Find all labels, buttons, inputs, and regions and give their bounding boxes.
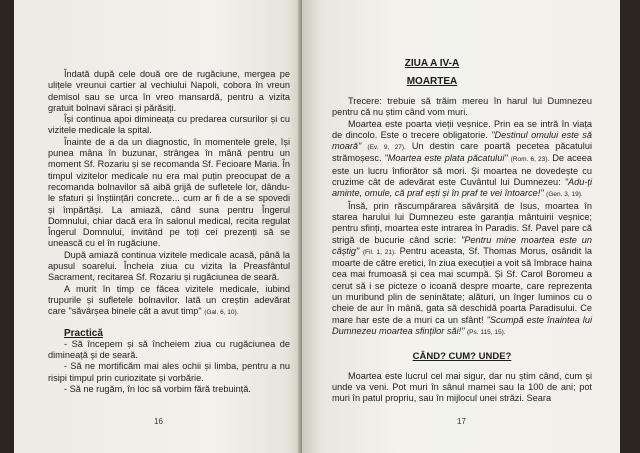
quote: "Scumpă este înaintea lui Dumnezeu moartea sfinților săi!" [332, 314, 592, 336]
paragraph: Înainte de a da un diagnostic, în momentele grele, își punea mâna în buzunar, strângea în mână pentru un moment Sf. Rozariu și se recomanda Sf. Fecioare Maria. În timpul vizitelor medicale nu era mai puțin preocupat de a recomanda bolnavilor să aibă grijă de sufletele lor, dându-le sfaturi și înștiințări concrete... cum ar fi de a se spovedi și împărtăși. La amiază, când suna pentru Îngerul Domnului, chiar dacă era în salonul medical, recita regulat Îngerul Domnului, invitând pe toți cei prezenți să se unească cu el în rugăciune. [48, 136, 290, 249]
paragraph-text: Însă, prin răscumpărarea săvârșită de Isus, moartea în starea harului lui Dumnezeu este garanția mântuirii veșnice; pentru sfinți, moartea este intrarea în Paradis. Sf. Pavel pare că strigă de bucurie când scrie: [332, 200, 592, 245]
bible-reference: (Gal. 6, 10). [204, 309, 239, 317]
scan-edge-left [0, 0, 14, 453]
quote: "Moartea este plata păcatului" [384, 153, 508, 164]
paragraph [48, 284, 290, 319]
paragraph-text: Pentru aceasta, Sf. Thomas Morus, osândit la moarte de către eretici, în ziua execuției a voit să îmbrace haina cea mai frumoasă și cea mai scumpă. Și Sf. Carol Boromeu a cerut să i se picteze o icoană despre moarte, care reprezenta un muribund plin de seninătate; alături, un înger luminos cu o cheie de aur în mână, gata să deschidă poarta Paradisului. Ce mare har este de a muri ca un sfânt! [332, 245, 593, 325]
bible-reference: (Ps. 115, 15). [467, 328, 506, 336]
page-number-left: 16 [154, 417, 163, 426]
quote: "Pentru mine moartea este un câștig" [332, 234, 592, 256]
quote: "Adu-ți aminte, omule, că praf ești și în praf te vei întoarce!" [332, 177, 592, 199]
paragraph-text: Moartea este poarta vieții veșnice. Prin ea se intră în viața de dincolo. Este o trecere obligatorie. [332, 118, 592, 140]
paragraph [332, 201, 592, 339]
bible-reference: (Gen. 3, 19). [546, 191, 583, 199]
practice-item: - Să ne rugăm, în loc să vorbim fără trebuință. [64, 384, 251, 395]
subsection-title: CÂND? CUM? UNDE? [412, 351, 512, 363]
page-number-right: 17 [457, 417, 466, 426]
scan-edge-right [620, 0, 640, 453]
paragraph: După amiază continua vizitele medicale acasă, până la apusul soarelui. Încheia ziua cu vizita la Preasfântul Sacrament, recitarea Sf. Rozariu și rugăciunea de seară. [48, 249, 290, 283]
left-page [14, 0, 302, 453]
right-page [302, 0, 620, 453]
paragraph-text: De aceea este un lucru înfiorător să mori. Și moartea ne dovedește cu cruzime cât de adevărat este Cuvântul lui Dumnezeu: [332, 153, 593, 188]
paragraph: Trecere: trebuie să trăim mereu în harul lui Dumnezeu pentru că nu știm când vom muri. [332, 96, 592, 118]
bible-reference: (Ev. 9, 27). [367, 144, 406, 152]
quote: "Destinul omului este să moară" [332, 129, 592, 152]
paragraph-text: A murit în timp ce făcea vizitele medicale, iubind trupurile și sufletele bolnavilor. Iată un creștin adevărat care [48, 283, 290, 317]
bible-reference: (Fil. 1, 21). [362, 248, 396, 256]
right-page-text [332, 96, 592, 404]
section-title: MOARTEA [406, 76, 458, 87]
practice-item: - Să începem și să încheiem ziua cu rugăciunea de dimineață și de seară. [48, 338, 290, 361]
paragraph [332, 119, 592, 201]
bible-reference: (Rom. 6, 23). [510, 156, 550, 164]
paragraph: Își continua apoi dimineața cu predarea cursurilor și cu vizitele medicale la spital. [48, 114, 290, 136]
quote: "săvârșea binele cât a avut timp" [68, 306, 202, 317]
paragraph-text: Un destin care poartă pecetea păcatului strămoșesc. [332, 141, 592, 164]
paragraph: Moartea este lucrul cel mai sigur, dar nu știm când, cum și unde va veni. Pot muri în sânul mamei sau la 100 de ani; pot muri în patul propriu, sau în mijlocul unei străzi. Seara [332, 370, 592, 404]
practice-heading: Practică [64, 327, 103, 339]
day-title: ZIUA A IV-A [404, 58, 460, 69]
paragraph: Îndată după cele două ore de rugăciune, mergea pe ulițele vreunui cartier al vechiului Napoli, cobora în vreun demisol sau se urca în vreo mansardă, pentru a vizita gratuit bolnavi săraci și părăsiți. [48, 69, 290, 113]
practice-item: - Să ne mortificăm mai ales ochii și limba, pentru a nu risipi timpul prin curiozitate și vorbărie. [48, 361, 290, 383]
left-page-text [48, 69, 290, 395]
